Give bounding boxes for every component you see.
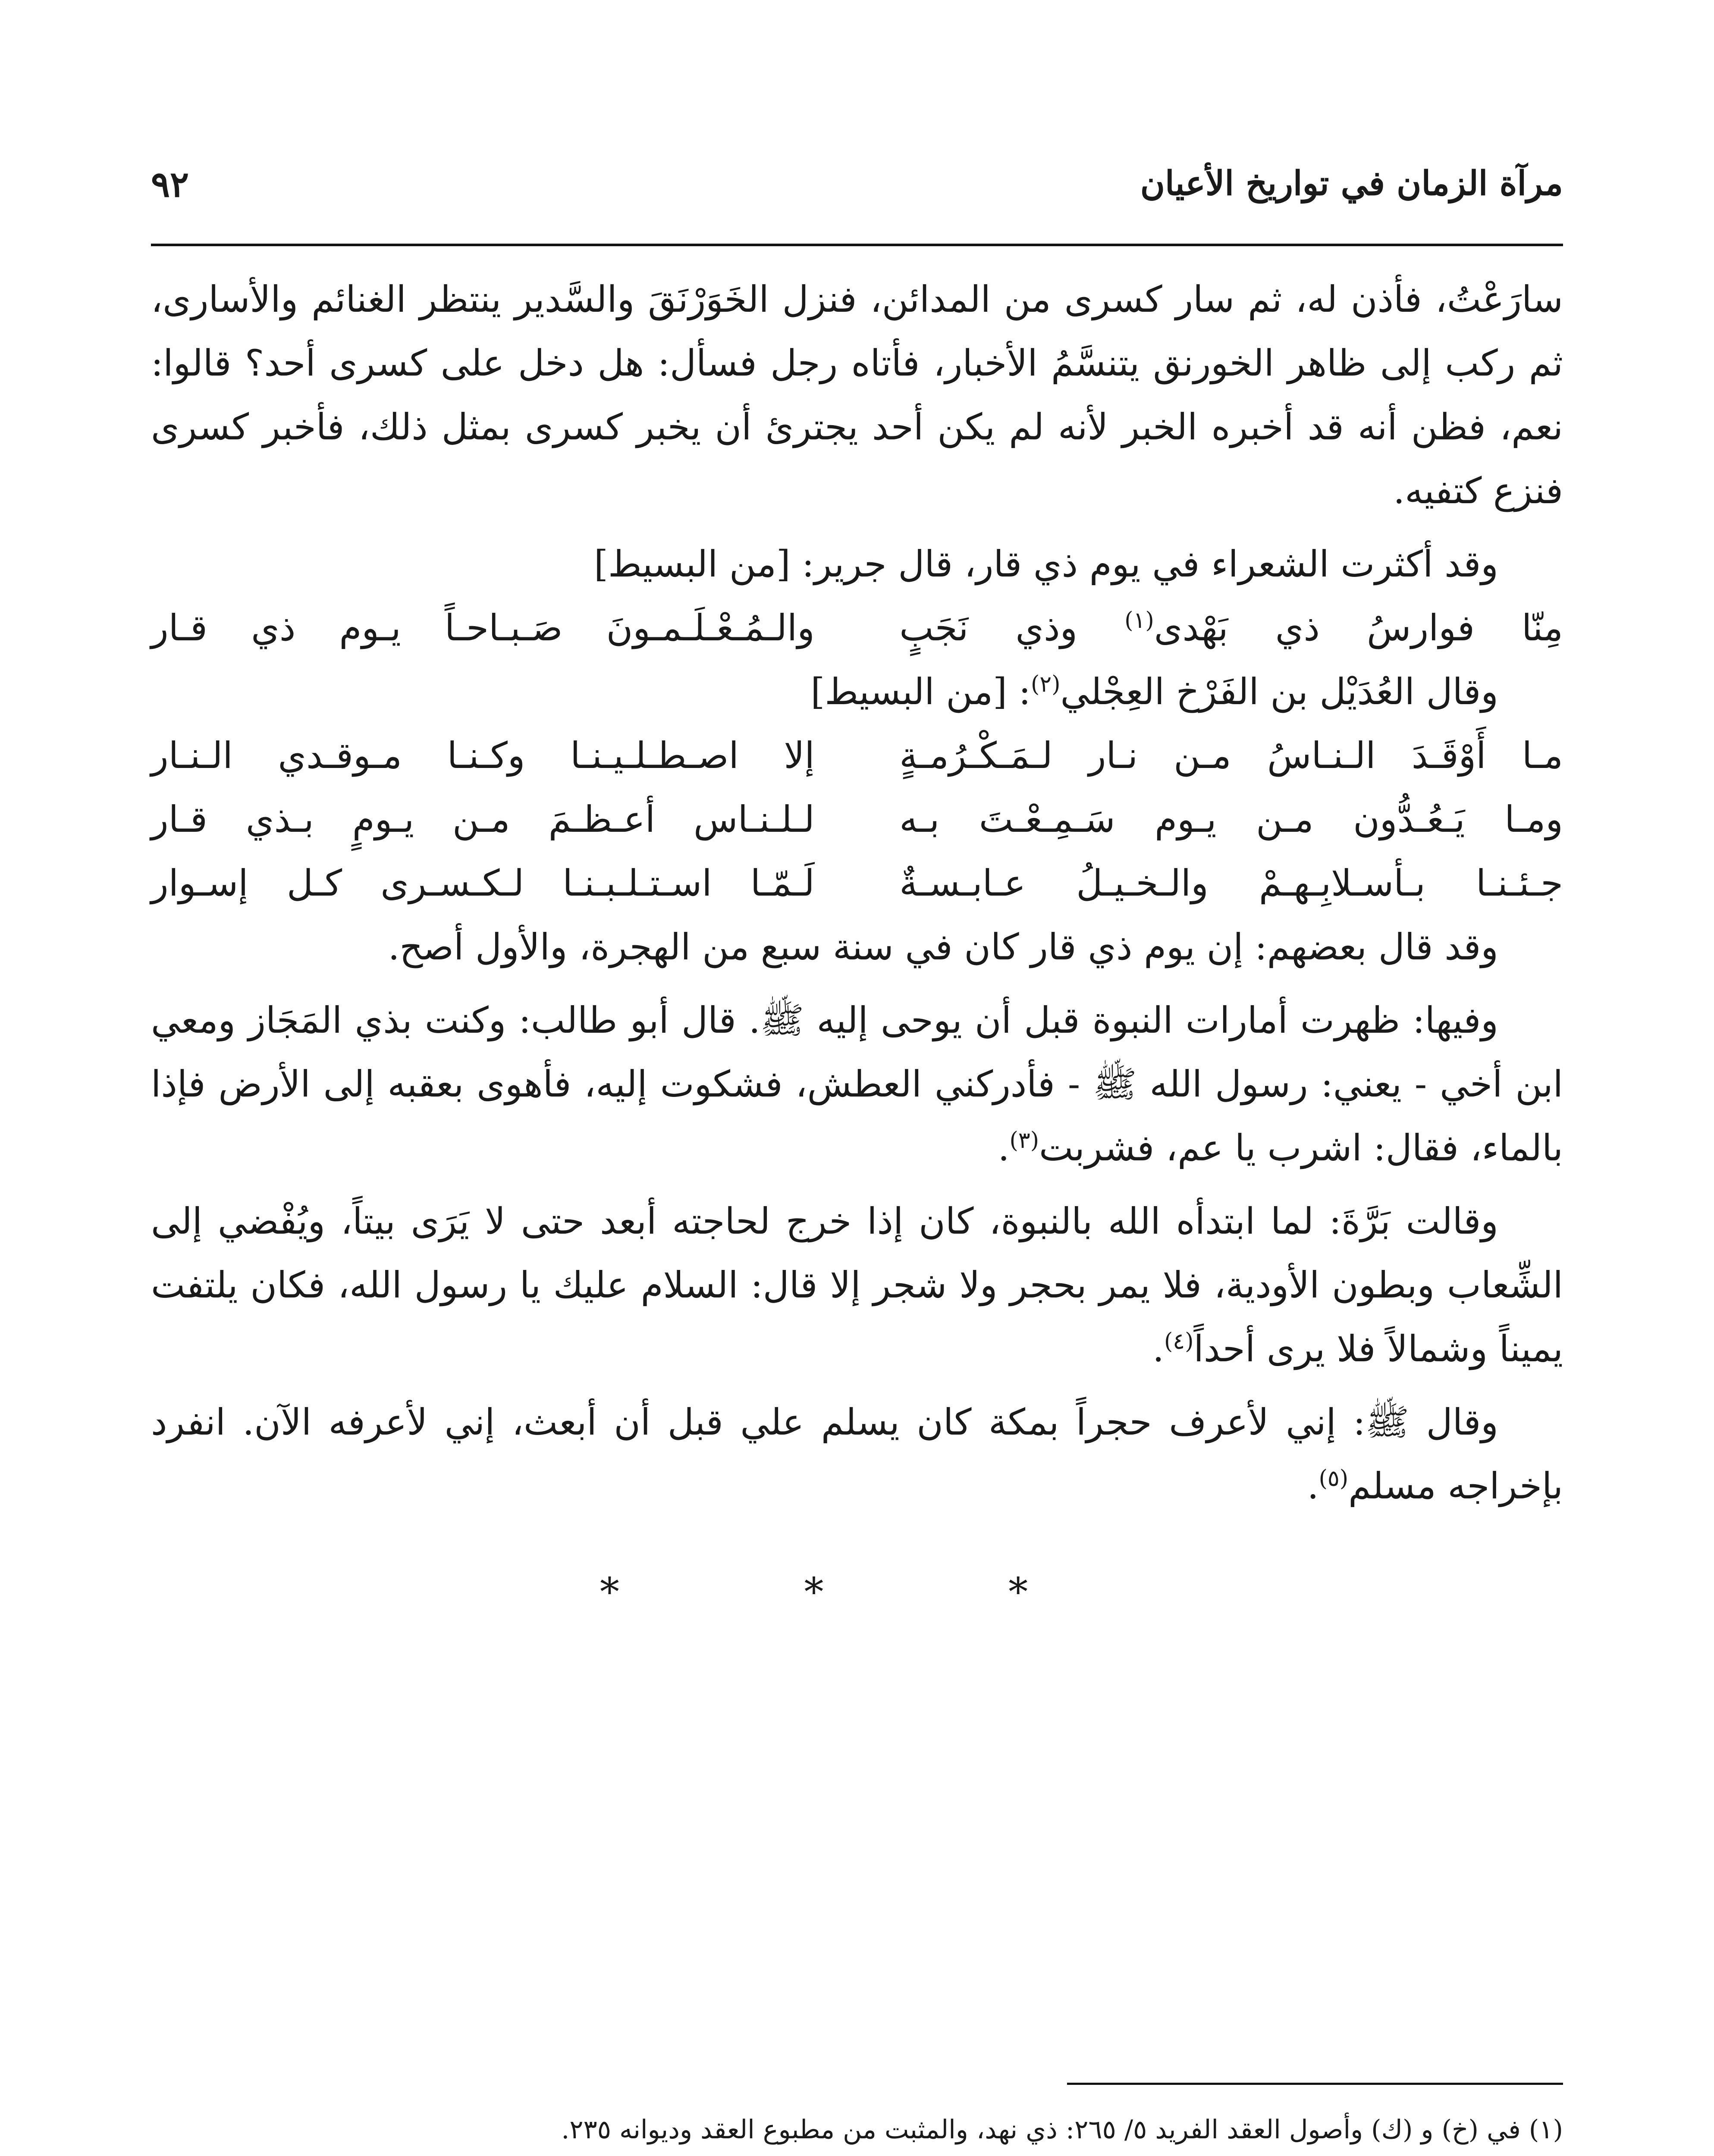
footnote-ref-2[interactable]: (٢) [1030, 671, 1061, 697]
verse-udayl-3 [151, 851, 1563, 915]
verse-udayl-2 [151, 787, 1563, 851]
paragraph-date-note: وقد قال بعضهم: إن يوم ذي قار كان في سنة سبع من الهجرة، والأول أصح. [388, 926, 1498, 968]
verse-first-hemistich: ومـا يَـعُـدُّون مـن يـوم سَـمِـعْـتَ بـه [899, 798, 1563, 840]
page-number: ٩٢ [151, 164, 189, 205]
paragraph-prophethood-signs: وفيها: ظهرت أمارات النبوة قبل أن يوحى إليه ﷺ. قال أبو طالب: وكنت بذي المَجَاز ومعي ابن أخي - يعني: رسول الله ﷺ - فأدركني العطش، فشكوت إليه، فأهوى بعقبه إلى الأرض فإذا بالماء، فقال: اشرب يا عم، فشربت$^{(٣)}$. [151, 999, 1563, 1169]
footnote-ref-5[interactable]: (٥) [1318, 1466, 1349, 1492]
paragraph-stone-hadith: وقال ﷺ: إني لأعرف حجراً بمكة كان يسلم علي قبل أن أبعث، إني لأعرفه الآن. انفرد بإخراجه مسلم$^{(٥)}$. [151, 1401, 1563, 1507]
verse-first-hemistich: مـا أَوْقَـدَ الـنـاسُ مـن نـار لـمَـكْـرُمـةٍ [899, 734, 1563, 777]
paragraph-kisra: سارَعْتُ، فأذن له، ثم سار كسرى من المدائن، فنزل الخَوَرْنَقَ والسَّدير ينتظر الغنائم والأسارى، ثم ركب إلى ظاهر الخورنق يتنسَّمُ الأخبار، فأتاه رجل فسأل: هل دخل على كسرى أحد؟ قالوا: نعم، فظن أنه قد أخبره الخبر لأنه لم يكن أحد يجترئ أن يخبر كسرى بمثل ذلك، فأخبر كسرى فنزع كتفيه. [151, 278, 1563, 512]
section-separator-stars: * * * [600, 1570, 1114, 1615]
footnote-ref-3[interactable]: (٣) [1009, 1128, 1039, 1153]
footnote-ref-4[interactable]: (٤) [1164, 1329, 1194, 1354]
page-header [151, 147, 1563, 216]
running-title: مرآة الزمان في تواريخ الأعيان [1140, 164, 1563, 203]
paragraph-barra: وقالت بَرَّةَ: لما ابتدأه الله بالنبوة، كان إذا خرج لحاجته أبعد حتى لا يَرَى بيتاً، ويُفْضي إلى الشِّعاب وبطون الأودية، فلا يمر بحجر ولا شجر إلا قال: السلام عليك يا رسول الله، فكان يلتفت يميناً وشمالاً فلا يرى أحداً$^{(٤)}$. [151, 1200, 1563, 1370]
main-text [151, 267, 1563, 1634]
verse-udayl-1 [151, 724, 1563, 787]
paragraph-udayl-intro: وقال العُدَيْل بن الفَرْخ العِجْلي$^{(٢)}$: [من البسيط] [810, 671, 1498, 713]
verse-first-hemistich: جـئـنـا بـأسـلابِـهـمْ والـخـيـلُ عـابـسـةٌ [899, 862, 1563, 904]
footnote-1: (١) في (خ) و (ك) وأصول العقد الفريد ٥/ ٢٦٥: ذي نهد، والمثبت من مطبوع العقد وديوانه ٢٣٥. [561, 2115, 1563, 2145]
verse-second-hemistich: والـمُـعْـلَـمـونَ صَـبـاحـاً يـوم ذي قـار [151, 607, 815, 649]
verse-first-hemistich: مِنّا فوارسُ ذي بَهْدى$^{(١)}$ وذي نَجَبٍ [899, 607, 1563, 649]
verse-second-hemistich: لَـمّـا اسـتـلـبـنـا لـكـسـرى كـل إسـوار [151, 862, 815, 904]
verse-jarir [151, 596, 1563, 660]
footnote-ref-1[interactable]: (١) [1124, 608, 1154, 633]
footnotes [151, 2100, 1563, 2156]
footnote-divider [1067, 2083, 1563, 2085]
paragraph-poets-intro: وقد أكثرت الشعراء في يوم ذي قار، قال جرير: [من البسيط] [594, 543, 1498, 585]
header-divider [151, 244, 1563, 246]
verse-second-hemistich: لـلـنـاس أعـظـمَ مـن يـومٍ بـذي قـار [151, 798, 815, 840]
verse-second-hemistich: إلا اصـطـلـيـنـا وكـنـا مـوقـدي الـنـار [151, 734, 815, 777]
